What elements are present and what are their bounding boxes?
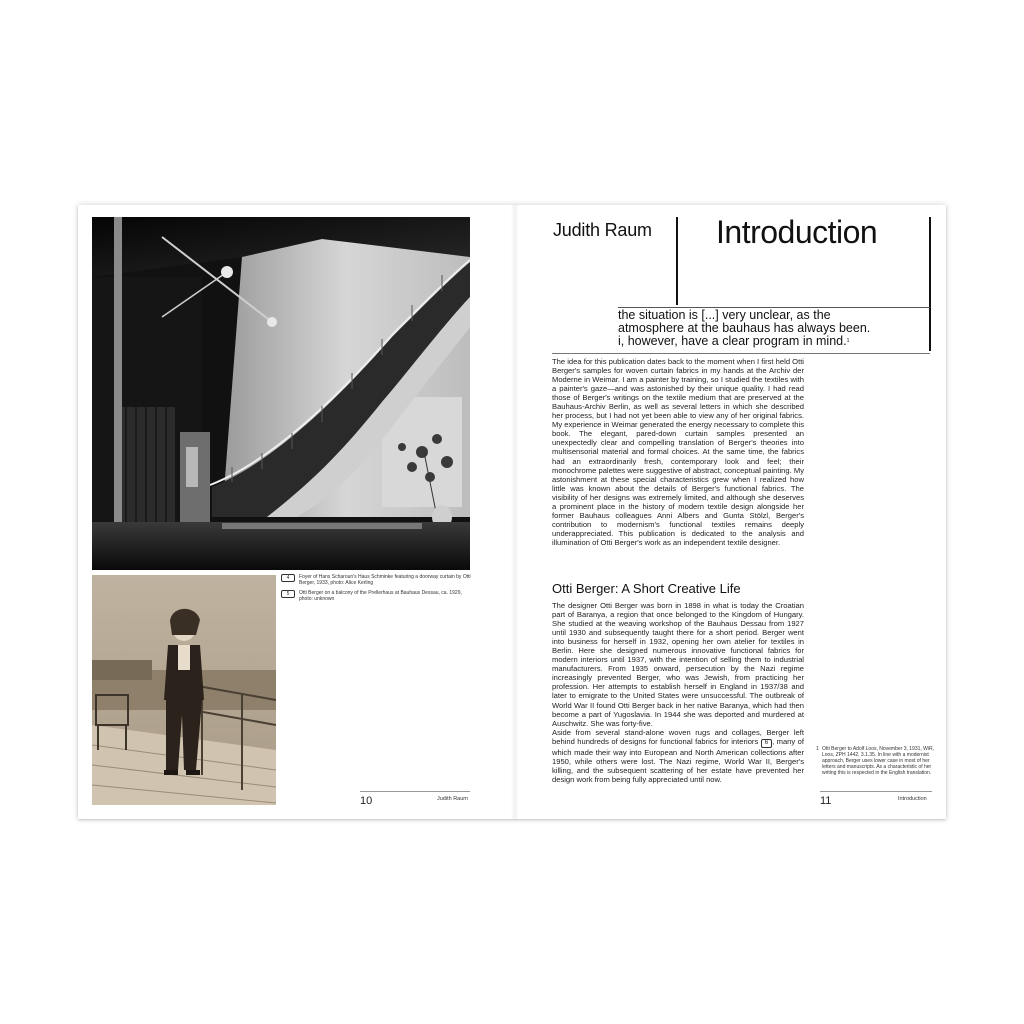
- left-folio-rule: [360, 791, 470, 792]
- foyer-photo: [92, 217, 470, 570]
- left-running-head: Judith Raum: [437, 796, 468, 802]
- epigraph-line-text: i, however, have a clear program in mind.: [618, 334, 847, 348]
- portrait-photo-drawing: [92, 575, 276, 805]
- caption-4: [281, 574, 471, 586]
- right-folio-rule: [820, 791, 932, 792]
- chapter-title: Introduction: [716, 214, 878, 250]
- book-spread: [78, 205, 946, 819]
- epigraph-line: the situation is [...] very unclear, as the: [618, 308, 831, 322]
- left-page-number: 10: [360, 795, 373, 807]
- biography-paragraph: [552, 601, 804, 784]
- legacy-text-end: , many of which made their way into European and North American collections after 1950, while others were lost. The Nazi regime, World War II, Berger's killing, and the subsequent scattering of her estate have prevented her design work from being fully appreciated until now.: [552, 736, 804, 784]
- photo-captions: [281, 574, 471, 606]
- footnote-text: Otti Berger to Adolf Loos, November 3, 1931, WiR, Loos, ZPH 1442, 3.1.35. In line with a modernist approach, Berger uses lower case in most of her letters and manuscripts. As a characteristic of her writing this is respected in the English translation.: [822, 746, 934, 777]
- epigraph-line: atmosphere at the bauhaus has always been.: [618, 321, 871, 335]
- author-name: Judith Raum: [553, 220, 652, 240]
- legacy-text-start: Aside from several stand-alone woven rugs and collages, Berger left behind hundreds of designs for functional fabrics for interiors: [552, 727, 804, 746]
- section-heading: Otti Berger: A Short Creative Life: [552, 581, 741, 596]
- right-page-number: 11: [820, 795, 832, 807]
- right-running-head: Introduction: [898, 796, 927, 802]
- caption-5: [281, 590, 471, 602]
- footnote-marker: 1: [846, 338, 850, 344]
- intro-paragraph: The idea for this publication dates back to the moment when I first held Otti Berger's samples for woven curtain fabrics in my hands at the Archiv der Moderne in Weimar. I am a painter by training, so I studied the textiles with a painter's gaze—and was astonished by their unique quality. I had read those of Berger's writings on the textile medium that are preserved at the Bauhaus-Archiv Berlin, as well as several letters in which she described her process, but I had not yet been able to view any of her original fabrics. My experience in Weimar generated the energy necessary to complete this book. The elegant, pared-down curtain samples presented an unexpectedly clear and compelling translation of Berger's theories into multisensorial material and formal choices. At the same time, the fabrics had an extraordinarily fresh, contemporary look and feel; their monochrome palettes were suggestive of abstract, conceptual painting. My astonishment at these special characteristics grew when I realized how little was known about the details of Berger's functional fabrics. The visibility of her designs was extremely limited, and although she deserves a prominent place in the history of modern textile design alongside her former Bauhaus colleagues Anni Albers and Gunta Stölzl, Berger's contribution to modernism's functional textiles remains deeply underappreciated. This publication is dedicated to the analysis and illumination of Otti Berger's work as an independent textile designer.: [552, 357, 804, 547]
- figure-reference: 6: [761, 739, 772, 748]
- body-top-rule: [552, 353, 930, 354]
- epigraph-line: [618, 335, 918, 348]
- biography-text: The designer Otti Berger was born in 1898 in what is today the Croatian part of Baranya, a region that once belonged to the Kingdom of Hungary. She studied at the weaving workshop of the Bauhaus Dessau from 1927 until 1930 and subsequently taught there for a short period. Berger went into business for herself in 1932, opening her own atelier for textiles in Berlin. Here she designed numerous innovative functional fabrics for modern interiors until 1937, with the intention of selling them to industrial manufacturers. From 1935 onward, persecution by the Nazi regime increasingly prevented Berger, who was Jewish, from practicing her profession. Her attempts to establish herself in England in 1937/38 and later to emigrate to the United States were unsuccessful. The outbreak of World War II found Otti Berger back in her native Baranya, which had then become a part of Yugoslavia. In 1944 she was deported and murdered at Auschwitz. She was forty-five.: [552, 601, 804, 728]
- portrait-photo: [92, 575, 276, 805]
- caption-text: Otti Berger on a balcony of the Prellerhaus at Bauhaus Dessau, ca. 1929, photo: unknown: [299, 590, 462, 602]
- heading-vertical-rule-left: [676, 217, 678, 305]
- epigraph: [618, 309, 918, 348]
- foyer-photo-drawing: [92, 217, 470, 570]
- footnote-number: 1: [816, 746, 819, 752]
- heading-vertical-rule-right: [929, 217, 931, 351]
- caption-number: 5: [281, 590, 295, 598]
- book-gutter: [511, 205, 519, 819]
- footnote: [816, 746, 934, 776]
- caption-text: Foyer of Hans Scharoun's Haus Schminke featuring a doorway curtain by Otti Berger, 1933, photo: Alice Kerling: [299, 574, 471, 586]
- caption-number: 4: [281, 574, 295, 582]
